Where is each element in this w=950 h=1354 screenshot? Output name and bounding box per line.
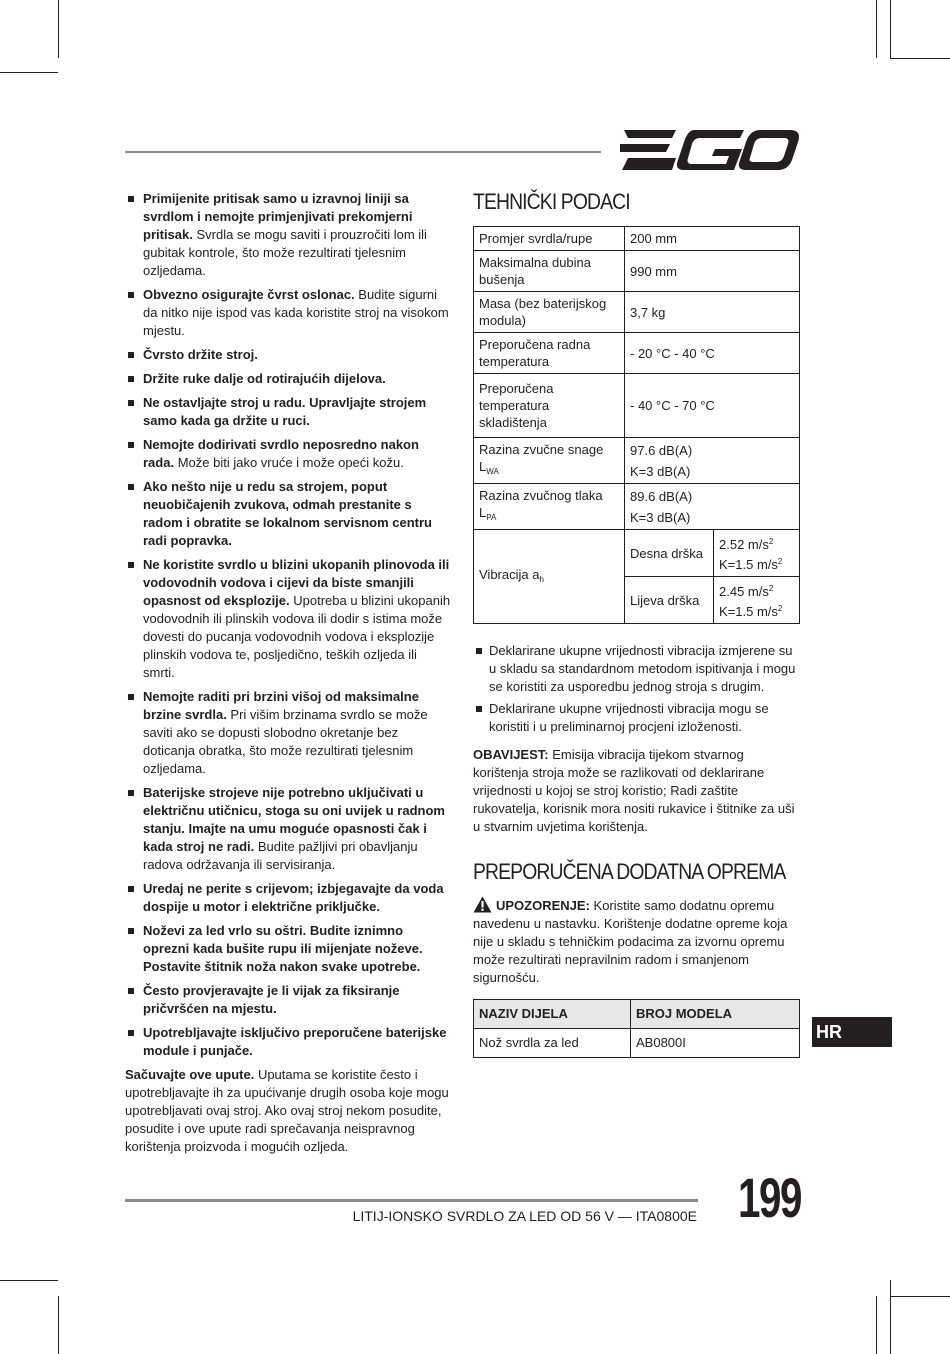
footer-rule xyxy=(125,1199,698,1202)
list-item: Nemojte raditi pri brzini višoj od maksimalne brzine svrdla. Pri višim brzinama svrdlo se može saviti ako se dopusti slobodno okretanje bez doticanja obratka, što može rezultirati tjelesnim ozljedama. xyxy=(125,688,452,778)
crop-mark xyxy=(876,0,877,58)
closing-paragraph: Sačuvajte ove upute. Uputama se koristite često i upotrebljavajte ih za upućivanje drugih osoba koje mogu upotrebljavati ovaj stroj. Ako ovaj stroj nekom posudite, posudite i ove upute radi sprečavanja neispravnog korištenja proizvoda i mogućih ozljeda. xyxy=(125,1067,449,1154)
specs-table xyxy=(473,226,800,624)
table-row: Promjer svrdla/rupe 200 mm xyxy=(474,227,800,251)
list-item: Deklarirane ukupne vrijednosti vibracija mogu se koristiti i u preliminarnoj procjeni izloženosti. xyxy=(473,700,801,736)
vibration-notes xyxy=(473,642,801,736)
list-item: Upotrebljavajte isključivo preporučene baterijske module i punjače. xyxy=(125,1024,452,1060)
crop-mark xyxy=(890,0,891,58)
list-item: Deklarirane ukupne vrijednosti vibracija izmjerene su u skladu sa standardnom metodom ispitivanja i mogu se koristiti za usporedbu jednog stroja s drugim. xyxy=(473,642,801,696)
tech-section-title: TEHNIČKI PODACI xyxy=(473,189,630,214)
list-item: Obvezno osigurajte čvrst oslonac. Budite sigurni da nitko nije ispod vas kada koristite stroj na visokom mjestu. xyxy=(125,286,452,340)
list-item: Često provjeravajte je li vijak za fiksiranje pričvršćen na mjestu. xyxy=(125,982,452,1018)
list-item: Držite ruke dalje od rotirajućih dijelova. xyxy=(125,370,452,388)
table-row: Preporučena radna temperatura - 20 °C - 40 °C xyxy=(474,333,800,374)
crop-mark xyxy=(58,1296,59,1354)
safety-column xyxy=(125,190,452,1156)
warning-triangle-icon xyxy=(473,896,492,913)
table-row: Razina zvučnog tlaka $L_{PA}$ 89.6 dB(A) K=3 dB(A) xyxy=(474,484,800,530)
crop-mark xyxy=(58,0,59,58)
crop-mark xyxy=(890,58,950,59)
specs-column xyxy=(473,188,801,1058)
crop-mark xyxy=(0,1280,58,1281)
header-rule xyxy=(125,151,601,153)
table-header-row: NAZIV DIJELA BROJ MODELA xyxy=(474,1000,800,1029)
notice-paragraph: OBAVIJEST: Emisija vibracija tijekom stvarnog korištenja stroja može se razlikovati od deklarirane vrijednosti u kojoj se stroj koristio; Radi zaštite rukovatelja, korisnik mora nositi rukavice i štitnike za uši u stvarnim uvjetima korištenja. xyxy=(473,747,795,834)
crop-mark xyxy=(876,1296,877,1354)
list-item: Uredaj ne perite s crijevom; izbjegavajte da voda dospije u motor i električne priključke. xyxy=(125,880,452,916)
crop-mark xyxy=(890,1280,891,1354)
list-item: Ako nešto nije u redu sa strojem, poput neuobičajenih zvukova, odmah prestanite s radom i obratite se lokalnom servisnom centru radi popravka. xyxy=(125,478,452,550)
list-item: Ne koristite svrdlo u blizini ukopanih plinovoda ili vodovodnih vodova i cijevi da biste smanjili opasnost od eksplozije. Upotreba u blizini ukopanih vodovodnih ili plinskih vodova ili dodir s istima može dovesti do pucanja vodovodnih vodova i eksplozije plinskih vodova te, posljedično, teških ozljeda ili smrti. xyxy=(125,556,452,682)
table-row: Maksimalna dubina bušenja 990 mm xyxy=(474,251,800,292)
footer-title: LITIJ-IONSKO SVRDLO ZA LED OD 56 V — ITA0800E xyxy=(352,1208,697,1224)
crop-mark xyxy=(0,72,58,73)
table-row: Masa (bez baterijskog modula) 3,7 kg xyxy=(474,292,800,333)
list-item: Nemojte dodirivati svrdlo neposredno nakon rada. Može biti jako vruće i može opeći kožu. xyxy=(125,436,452,472)
crop-mark xyxy=(890,1296,950,1297)
page-number: 199 xyxy=(738,1166,801,1229)
list-item: Čvrsto držite stroj. xyxy=(125,346,452,364)
table-row: Lijeva drška 2.45 $m/s^2$ K=1.5 $m/s^2$ xyxy=(474,577,800,624)
accessories-section-title: PREPORUČENA DODATNA OPREMA xyxy=(473,859,786,884)
table-row: Vibracija $a_h$ Desna drška 2.52 $m/s^2$ K=1.5 $m/s^2$ xyxy=(474,530,800,577)
list-item: Baterijske strojeve nije potrebno uključivati u električnu utičnicu, stoga su oni uvijek u radnom stanju. Imajte na umu moguće opasnosti čak i kada stroj ne radi. Budite pažljivi pri obavljanju radova održavanja ili servisiranja. xyxy=(125,784,452,874)
accessories-table xyxy=(473,999,800,1058)
safety-list xyxy=(125,190,452,1060)
list-item: Primijenite pritisak samo u izravnoj liniji sa svrdlom i nemojte primjenjivati prekomjerni pritisak. Svrdla se mogu saviti i prouzročiti lom ili gubitak kontrole, što može rezultirati tjelesnim ozljedama. xyxy=(125,190,452,280)
table-row: Nož svrdla za led AB0800I xyxy=(474,1029,800,1058)
list-item: Noževi za led vrlo su oštri. Budite iznimno oprezni kada bušite rupu ili mijenjate noževe. Postavite štitnik noža nakon svake upotrebe. xyxy=(125,922,452,976)
ego-logo xyxy=(618,128,800,172)
table-row: Preporučena temperatura skladištenja - 40 °C - 70 °C xyxy=(474,374,800,438)
table-row: Razina zvučne snage $L_{WA}$ 97.6 dB(A) K=3 dB(A) xyxy=(474,438,800,484)
language-tab: HR xyxy=(812,1017,892,1047)
list-item: Ne ostavljajte stroj u radu. Upravljajte strojem samo kada ga držite u ruci. xyxy=(125,394,452,430)
warning-paragraph: UPOZORENJE: Koristite samo dodatnu opremu navedenu u nastavku. Korištenje dodatne opreme koja nije u skladu s tehničkim podacima za izvornu opremu može rezultirati nepravilnim radom i smanjenom sigurnošću. xyxy=(473,898,788,985)
